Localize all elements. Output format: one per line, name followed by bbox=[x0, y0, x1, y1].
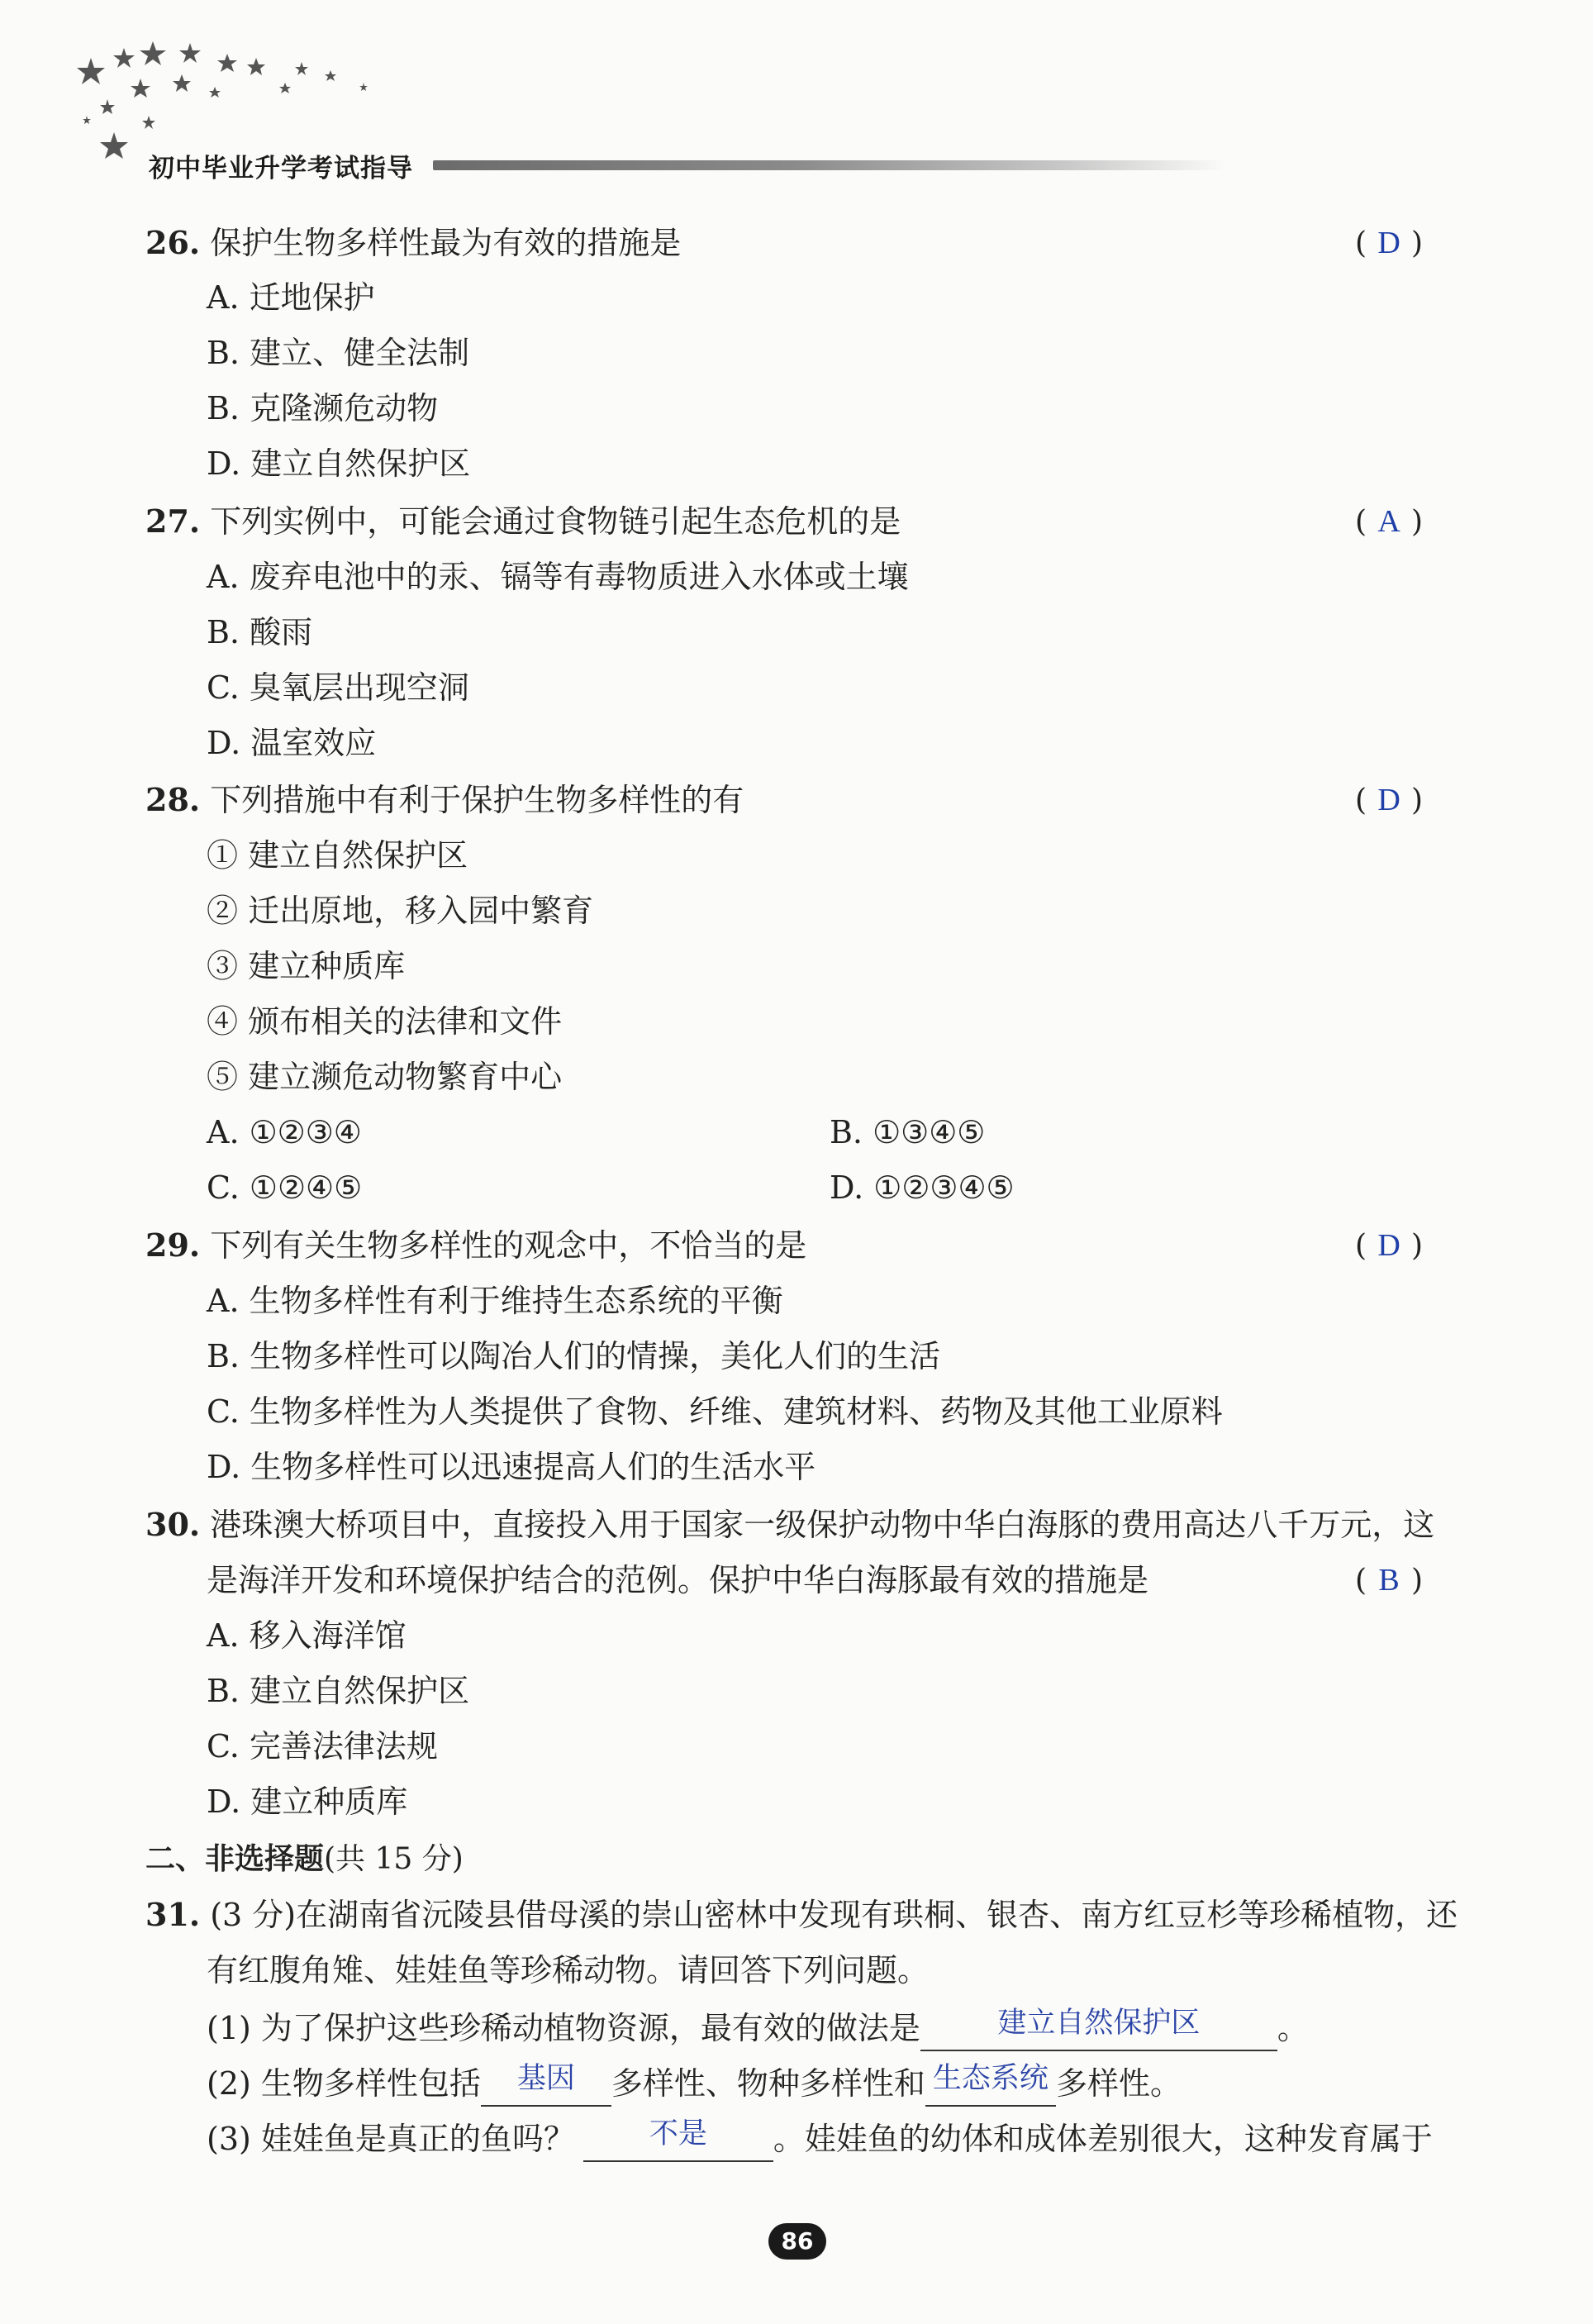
question-31-part-2: (2) 生物多样性包括 基因 多样性、物种多样性和 生态系统 多样性。 bbox=[207, 2064, 1182, 2107]
option-30-c: C. 完善法律法规 bbox=[207, 1728, 438, 1764]
item-28-1: ① 建立自然保护区 bbox=[207, 837, 468, 874]
question-30-stem-line1: 30. 港珠澳大桥项目中，直接投入用于国家一级保护动物中华白海豚的费用高达八千万元，这 bbox=[145, 1506, 1435, 1543]
question-26-stem: 26. 保护生物多样性最为有效的措施是 bbox=[145, 224, 682, 261]
question-29-stem: 29. 下列有关生物多样性的观念中，不恰当的是 bbox=[145, 1226, 807, 1264]
option-27-a: A. 废弃电池中的汞、镉等有毒物质进入水体或土壤 bbox=[207, 559, 909, 595]
question-28-stem: 28. 下列措施中有利于保护生物多样性的有 bbox=[145, 781, 744, 818]
option-29-b: B. 生物多样性可以陶冶人们的情操，美化人们的生活 bbox=[207, 1338, 941, 1374]
option-30-b: B. 建立自然保护区 bbox=[207, 1673, 470, 1709]
item-28-5: ⑤ 建立濒危动物繁育中心 bbox=[207, 1059, 563, 1095]
answer-letter: D bbox=[1377, 783, 1400, 817]
question-31-part-3: (3) 娃娃鱼是真正的鱼吗？ 不是 。娃娃鱼的幼体和成体差别很大，这种发育属于 bbox=[207, 2119, 1433, 2162]
option-29-c: C. 生物多样性为人类提供了食物、纤维、建筑材料、药物及其他工业原料 bbox=[207, 1393, 1223, 1430]
answer-26: ( D ) bbox=[1355, 223, 1423, 264]
answer-30: ( B ) bbox=[1355, 1560, 1423, 1601]
question-31-stem-line1: 31. (3 分)在湖南省沅陵县借母溪的崇山密林中发现有珙桐、银杏、南方红豆杉等珍稀植物，还 bbox=[145, 1896, 1458, 1933]
header-rule bbox=[433, 160, 1226, 170]
item-28-4: ④ 颁布相关的法律和文件 bbox=[207, 1003, 563, 1040]
answer-blank[interactable]: 建立自然保护区 bbox=[920, 2008, 1277, 2051]
option-28-d: D. ①②③④⑤ bbox=[830, 1169, 1015, 1206]
question-30-stem-line2: 是海洋开发和环境保护结合的范例。保护中华白海豚最有效的措施是 bbox=[207, 1562, 1149, 1598]
answer-28: ( D ) bbox=[1355, 780, 1423, 821]
answer-letter: B bbox=[1378, 1563, 1400, 1598]
answer-blank[interactable]: 生态系统 bbox=[925, 2064, 1056, 2107]
item-28-3: ③ 建立种质库 bbox=[207, 948, 406, 984]
option-26-a: A. 迁地保护 bbox=[207, 279, 375, 316]
answer-27: ( A ) bbox=[1355, 502, 1423, 542]
section-2-heading: 二、非选择题(共 15 分) bbox=[145, 1842, 464, 1876]
option-26-c: B. 克隆濒危动物 bbox=[207, 390, 439, 426]
option-29-a: A. 生物多样性有利于维持生态系统的平衡 bbox=[207, 1283, 783, 1319]
option-27-d: D. 温室效应 bbox=[207, 725, 377, 761]
answer-letter: A bbox=[1377, 504, 1400, 539]
option-26-d: D. 建立自然保护区 bbox=[207, 445, 471, 482]
option-26-b: B. 建立、健全法制 bbox=[207, 335, 470, 371]
answer-blank[interactable]: 基因 bbox=[481, 2064, 611, 2107]
option-27-c: C. 臭氧层出现空洞 bbox=[207, 669, 469, 706]
answer-letter: D bbox=[1377, 226, 1400, 260]
answer-letter: D bbox=[1377, 1228, 1400, 1263]
option-28-c: C. ①②④⑤ bbox=[207, 1169, 363, 1206]
option-27-b: B. 酸雨 bbox=[207, 614, 313, 650]
answer-blank[interactable]: 不是 bbox=[583, 2119, 773, 2162]
option-28-a: A. ①②③④ bbox=[207, 1114, 362, 1150]
question-31-part-1: (1) 为了保护这些珍稀动植物资源，最有效的做法是 建立自然保护区 。 bbox=[207, 2008, 1309, 2051]
option-30-a: A. 移入海洋馆 bbox=[207, 1617, 407, 1654]
answer-29: ( D ) bbox=[1355, 1226, 1423, 1266]
header-title: 初中毕业升学考试指导 bbox=[149, 154, 413, 183]
question-27-stem: 27. 下列实例中，可能会通过食物链引起生态危机的是 bbox=[145, 502, 901, 540]
item-28-2: ② 迁出原地，移入园中繁育 bbox=[207, 893, 594, 929]
question-31-stem-line2: 有红腹角雉、娃娃鱼等珍稀动物。请回答下列问题。 bbox=[207, 1952, 930, 1988]
page-number: 86 bbox=[768, 2223, 826, 2260]
option-30-d: D. 建立种质库 bbox=[207, 1783, 408, 1820]
option-28-b: B. ①③④⑤ bbox=[830, 1114, 986, 1150]
option-29-d: D. 生物多样性可以迅速提高人们的生活水平 bbox=[207, 1449, 816, 1485]
